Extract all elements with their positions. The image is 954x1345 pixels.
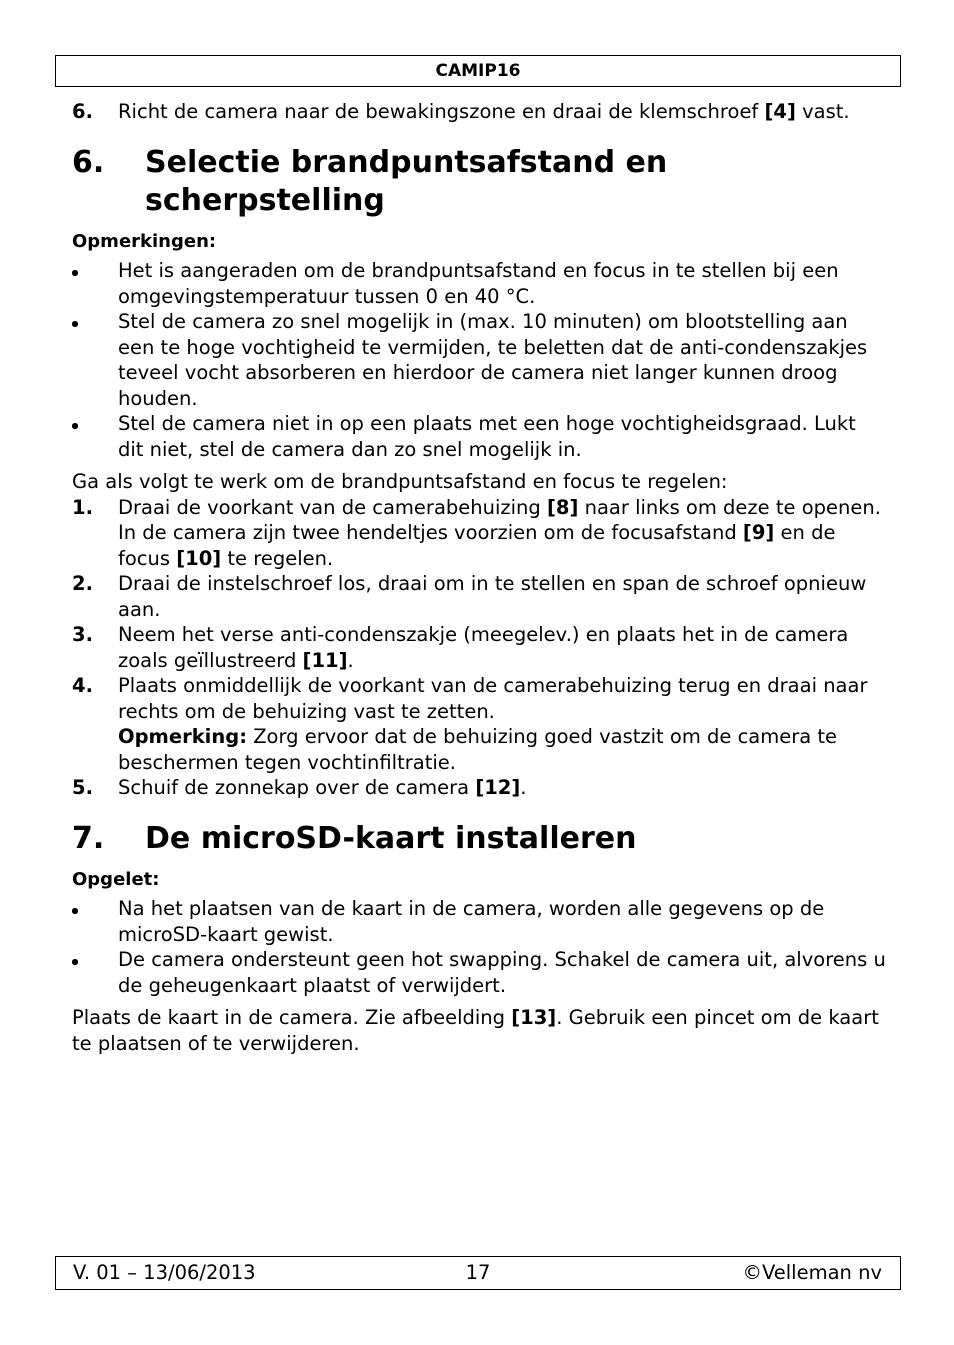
list-item: Stel de camera zo snel mogelijk in (max. 10 minuten) om blootstelling aan een te hoge vochtigheid te vermijden, te beletten dat de anti-condenszakjes teveel vocht absorberen en hierdoor de camera niet langer kunnen droog houden. bbox=[72, 309, 887, 411]
copyright: ©Velleman nv bbox=[742, 1261, 882, 1284]
step-6-previous: 6. Richt de camera naar de bewakingszone en draai de klemschroef [4] vast. bbox=[72, 100, 850, 123]
figure-ref: [13] bbox=[511, 1006, 557, 1029]
bullet-icon bbox=[72, 309, 118, 411]
bullet-icon bbox=[72, 411, 118, 462]
figure-ref: [4] bbox=[764, 100, 796, 123]
list-item: 3. Neem het verse anti-condenszakje (meegelev.) en plaats het in de camera zoals geïllustreerd [11]. bbox=[72, 623, 849, 672]
section-title: Selectie brandpuntsafstand en scherpstelling bbox=[145, 144, 668, 218]
caution-label: Opgelet: bbox=[72, 868, 160, 890]
closing-paragraph: Plaats de kaart in de camera. Zie afbeelding [13]. Gebruik een pincet om de kaart te plaatsen of te verwijderen. bbox=[72, 1006, 879, 1055]
bullet-icon bbox=[72, 258, 118, 309]
intro-paragraph: Ga als volgt te werk om de brandpuntsafstand en focus te regelen: bbox=[72, 470, 728, 493]
note-label: Opmerking: bbox=[118, 725, 247, 748]
page-content bbox=[72, 99, 887, 1056]
page-header bbox=[55, 55, 901, 87]
bullet-icon bbox=[72, 947, 118, 998]
model-name: CAMIP16 bbox=[435, 61, 521, 81]
step-number: 6. bbox=[72, 100, 93, 123]
section-title: De microSD-kaart installeren bbox=[145, 820, 637, 856]
steps-list bbox=[72, 495, 887, 801]
bullet-icon bbox=[72, 896, 118, 947]
version-date: V. 01 – 13/06/2013 bbox=[73, 1261, 256, 1284]
list-item: De camera ondersteunt geen hot swapping. Schakel de camera uit, alvorens u de geheugenkaart plaatst of verwijdert. bbox=[72, 947, 887, 998]
page-number: 17 bbox=[465, 1261, 491, 1284]
section-7-heading: 7. De microSD-kaart installeren bbox=[72, 820, 637, 856]
notes-label: Opmerkingen: bbox=[72, 230, 217, 252]
list-item: 5. Schuif de zonnekap over de camera [12]. bbox=[72, 776, 527, 799]
list-item: Het is aangeraden om de brandpuntsafstand en focus in te stellen bij een omgevingstemperatuur tussen 0 en 40 °C. bbox=[72, 258, 887, 309]
notes-list bbox=[72, 258, 887, 462]
list-item: 4. Plaats onmiddellijk de voorkant van de camerabehuizing terug en draai naar rechts om de behuizing vast te zetten. Opmerking: Zorg ervoor dat de behuizing goed vastzit om de camera te beschermen tegen vochtinfiltratie. bbox=[72, 674, 868, 774]
caution-list bbox=[72, 896, 887, 998]
section-6-heading: 6. Selectie brandpuntsafstand en scherpstelling bbox=[72, 144, 887, 220]
list-item: 2. Draai de instelschroef los, draai om in te stellen en span de schroef opnieuw aan. bbox=[72, 572, 867, 621]
list-item: Stel de camera niet in op een plaats met een hoge vochtigheidsgraad. Lukt dit niet, stel de camera dan zo snel mogelijk in. bbox=[72, 411, 887, 462]
list-item: 1. Draai de voorkant van de camerabehuizing [8] naar links om deze te openen. In de camera zijn twee hendeltjes voorzien om de focusafstand [9] en de focus [10] te regelen. bbox=[72, 495, 881, 570]
page-footer bbox=[55, 1256, 901, 1290]
list-item: Na het plaatsen van de kaart in de camera, worden alle gegevens op de microSD-kaart gewist. bbox=[72, 896, 887, 947]
